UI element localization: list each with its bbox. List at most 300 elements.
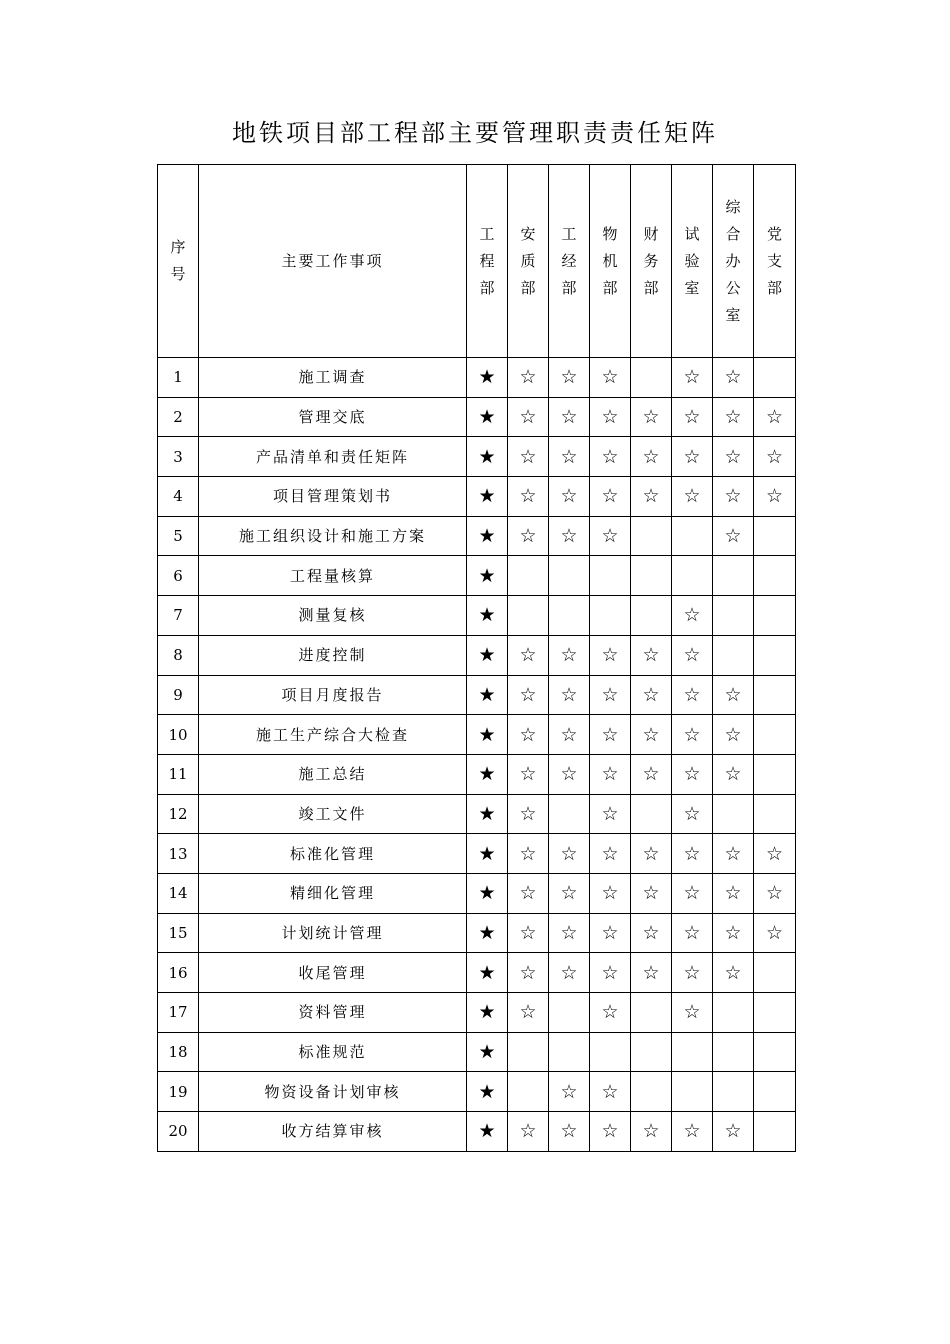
responsibility-cell (549, 715, 590, 755)
responsibility-cell (549, 675, 590, 715)
assist-star-icon: ☆ (724, 723, 742, 746)
work-item-cell (199, 358, 467, 398)
responsibility-cell (754, 1032, 796, 1072)
responsibility-cell (754, 715, 796, 755)
table-row (158, 913, 796, 953)
lead-star-icon: ★ (478, 683, 496, 706)
responsibility-cell (467, 1072, 508, 1112)
assist-star-icon: ☆ (683, 406, 701, 429)
responsibility-cell (713, 913, 754, 953)
assist-star-icon: ☆ (724, 763, 742, 786)
assist-star-icon: ☆ (560, 882, 578, 905)
assist-star-icon: ☆ (519, 683, 537, 706)
assist-star-icon: ☆ (683, 921, 701, 944)
row-number: 15 (168, 923, 188, 942)
assist-star-icon: ☆ (724, 485, 742, 508)
responsibility-cell (467, 834, 508, 874)
assist-star-icon: ☆ (519, 644, 537, 667)
assist-star-icon: ☆ (765, 406, 784, 429)
assist-star-icon: ☆ (560, 485, 578, 508)
assist-star-icon: ☆ (560, 1080, 578, 1103)
assist-star-icon: ☆ (724, 961, 742, 984)
header-seq-label: 序号 (170, 238, 186, 283)
work-item-cell (199, 754, 467, 794)
assist-star-icon: ☆ (724, 842, 742, 865)
row-number-cell (158, 358, 199, 398)
responsibility-cell (590, 635, 631, 675)
responsibility-cell (754, 1072, 796, 1112)
responsibility-cell (508, 873, 549, 913)
assist-star-icon: ☆ (683, 842, 701, 865)
header-seq (158, 165, 199, 358)
row-number-cell (158, 993, 199, 1033)
responsibility-cell (508, 993, 549, 1033)
responsibility-cell (672, 477, 713, 517)
responsibility-cell (508, 397, 549, 437)
work-item-label: 工程量核算 (289, 566, 375, 585)
assist-star-icon: ☆ (519, 406, 537, 429)
table-row (158, 397, 796, 437)
responsibility-cell (713, 993, 754, 1033)
responsibility-cell (590, 834, 631, 874)
responsibility-cell (508, 358, 549, 398)
assist-star-icon: ☆ (601, 445, 619, 468)
row-number-cell (158, 794, 199, 834)
assist-star-icon: ☆ (724, 683, 742, 706)
assist-star-icon: ☆ (765, 842, 784, 865)
header-row (158, 165, 796, 358)
assist-star-icon: ☆ (765, 485, 784, 508)
responsibility-cell (590, 596, 631, 636)
responsibility-cell (631, 635, 672, 675)
table-row (158, 834, 796, 874)
responsibility-cell (672, 675, 713, 715)
responsibility-cell (713, 953, 754, 993)
responsibility-cell (631, 1072, 672, 1112)
assist-star-icon: ☆ (765, 882, 784, 905)
assist-star-icon: ☆ (683, 445, 701, 468)
work-item-label: 进度控制 (298, 646, 367, 665)
lead-star-icon: ★ (478, 1120, 496, 1143)
header-dept (672, 165, 713, 358)
assist-star-icon: ☆ (683, 763, 701, 786)
table-row (158, 1112, 796, 1152)
document-title: 地铁项目部工程部主要管理职责责任矩阵 (232, 119, 718, 147)
responsibility-cell (549, 834, 590, 874)
responsibility-cell (754, 397, 796, 437)
assist-star-icon: ☆ (601, 366, 619, 389)
table-row (158, 754, 796, 794)
header-item-label: 主要工作事项 (281, 252, 384, 270)
assist-star-icon: ☆ (724, 406, 742, 429)
assist-star-icon: ☆ (642, 1120, 660, 1143)
assist-star-icon: ☆ (601, 525, 619, 548)
assist-star-icon: ☆ (765, 921, 784, 944)
responsibility-cell (631, 953, 672, 993)
table-row (158, 596, 796, 636)
work-item-label: 精细化管理 (289, 884, 375, 903)
assist-star-icon: ☆ (683, 882, 701, 905)
row-number-cell (158, 675, 199, 715)
row-number: 6 (173, 566, 183, 585)
assist-star-icon: ☆ (642, 961, 660, 984)
responsibility-cell (549, 596, 590, 636)
responsibility-cell (590, 358, 631, 398)
row-number: 1 (173, 368, 183, 387)
row-number-cell (158, 596, 199, 636)
assist-star-icon: ☆ (683, 644, 701, 667)
responsibility-cell (754, 1112, 796, 1152)
lead-star-icon: ★ (478, 961, 496, 984)
row-number-cell (158, 477, 199, 517)
row-number: 14 (168, 884, 188, 903)
responsibility-cell (631, 596, 672, 636)
row-number: 5 (173, 527, 183, 546)
responsibility-cell (672, 635, 713, 675)
responsibility-cell (754, 953, 796, 993)
row-number: 16 (168, 963, 188, 982)
responsibility-cell (549, 437, 590, 477)
responsibility-cell (631, 754, 672, 794)
responsibility-cell (713, 635, 754, 675)
responsibility-cell (467, 437, 508, 477)
table-row (158, 1032, 796, 1072)
responsibility-cell (549, 953, 590, 993)
work-item-label: 物资设备计划审核 (264, 1082, 401, 1101)
row-number-cell (158, 754, 199, 794)
responsibility-cell (631, 437, 672, 477)
responsibility-cell (549, 794, 590, 834)
responsibility-cell (590, 715, 631, 755)
table-row (158, 675, 796, 715)
lead-star-icon: ★ (478, 1001, 496, 1024)
responsibility-cell (713, 1112, 754, 1152)
table-row (158, 993, 796, 1033)
row-number-cell (158, 1072, 199, 1112)
assist-star-icon: ☆ (642, 763, 660, 786)
responsibility-cell (754, 556, 796, 596)
responsibility-cell (549, 754, 590, 794)
responsibility-cell (549, 397, 590, 437)
responsibility-cell (549, 913, 590, 953)
responsibility-cell (631, 834, 672, 874)
lead-star-icon: ★ (478, 921, 496, 944)
assist-star-icon: ☆ (560, 723, 578, 746)
assist-star-icon: ☆ (601, 485, 619, 508)
lead-star-icon: ★ (478, 763, 496, 786)
lead-star-icon: ★ (478, 445, 496, 468)
lead-star-icon: ★ (478, 1041, 496, 1064)
work-item-cell (199, 516, 467, 556)
header-dept-label: 工程部 (479, 224, 495, 297)
row-number-cell (158, 834, 199, 874)
work-item-cell (199, 913, 467, 953)
row-number-cell (158, 635, 199, 675)
responsibility-cell (713, 1032, 754, 1072)
row-number-cell (158, 913, 199, 953)
responsibility-cell (754, 675, 796, 715)
work-item-cell (199, 873, 467, 913)
assist-star-icon: ☆ (519, 802, 537, 825)
responsibility-cell (631, 1112, 672, 1152)
responsibility-cell (467, 477, 508, 517)
work-item-cell (199, 993, 467, 1033)
lead-star-icon: ★ (478, 525, 496, 548)
responsibility-cell (508, 477, 549, 517)
responsibility-cell (590, 1032, 631, 1072)
responsibility-cell (549, 556, 590, 596)
header-dept-label: 物机部 (602, 224, 618, 297)
row-number: 20 (168, 1122, 188, 1141)
responsibility-cell (508, 913, 549, 953)
responsibility-cell (508, 754, 549, 794)
work-item-label: 测量复核 (298, 606, 367, 625)
responsibility-cell (754, 794, 796, 834)
responsibility-cell (467, 913, 508, 953)
assist-star-icon: ☆ (560, 1120, 578, 1143)
responsibility-cell (713, 516, 754, 556)
row-number: 4 (173, 487, 183, 506)
assist-star-icon: ☆ (519, 882, 537, 905)
work-item-cell (199, 437, 467, 477)
responsibility-cell (467, 953, 508, 993)
row-number-cell (158, 556, 199, 596)
responsibility-cell (631, 516, 672, 556)
responsibility-matrix-table (157, 164, 796, 1152)
assist-star-icon: ☆ (642, 644, 660, 667)
responsibility-cell (590, 437, 631, 477)
assist-star-icon: ☆ (601, 406, 619, 429)
responsibility-cell (713, 754, 754, 794)
responsibility-cell (508, 953, 549, 993)
responsibility-cell (672, 754, 713, 794)
responsibility-cell (467, 556, 508, 596)
table-row (158, 794, 796, 834)
assist-star-icon: ☆ (601, 882, 619, 905)
responsibility-cell (754, 596, 796, 636)
header-dept-label: 财务部 (643, 224, 659, 297)
header-dept-label: 党支部 (766, 224, 782, 297)
assist-star-icon: ☆ (601, 802, 619, 825)
assist-star-icon: ☆ (683, 723, 701, 746)
work-item-label: 项目管理策划书 (272, 487, 392, 506)
responsibility-cell (754, 635, 796, 675)
work-item-cell (199, 596, 467, 636)
row-number: 9 (173, 685, 183, 704)
assist-star-icon: ☆ (560, 842, 578, 865)
assist-star-icon: ☆ (683, 366, 701, 389)
row-number-cell (158, 873, 199, 913)
header-dept-label: 工经部 (561, 224, 577, 297)
assist-star-icon: ☆ (724, 445, 742, 468)
header-item (199, 165, 467, 358)
work-item-label: 标准化管理 (289, 844, 375, 863)
responsibility-cell (590, 953, 631, 993)
assist-star-icon: ☆ (724, 1120, 742, 1143)
lead-star-icon: ★ (478, 564, 496, 587)
responsibility-cell (590, 794, 631, 834)
table-row (158, 477, 796, 517)
responsibility-cell (631, 873, 672, 913)
responsibility-cell (508, 1032, 549, 1072)
assist-star-icon: ☆ (519, 525, 537, 548)
responsibility-cell (467, 516, 508, 556)
assist-star-icon: ☆ (724, 882, 742, 905)
work-item-cell (199, 1072, 467, 1112)
work-item-cell (199, 1112, 467, 1152)
lead-star-icon: ★ (478, 882, 496, 905)
work-item-label: 施工调查 (298, 368, 367, 387)
header-dept-label: 试验室 (684, 224, 700, 297)
responsibility-cell (672, 993, 713, 1033)
work-item-label: 计划统计管理 (281, 923, 384, 942)
responsibility-cell (508, 556, 549, 596)
responsibility-cell (590, 556, 631, 596)
work-item-cell (199, 834, 467, 874)
responsibility-cell (631, 675, 672, 715)
work-item-label: 施工总结 (298, 765, 367, 784)
work-item-label: 产品清单和责任矩阵 (255, 447, 409, 466)
lead-star-icon: ★ (478, 485, 496, 508)
responsibility-cell (754, 437, 796, 477)
responsibility-cell (672, 1032, 713, 1072)
responsibility-cell (467, 675, 508, 715)
responsibility-cell (508, 834, 549, 874)
row-number-cell (158, 1112, 199, 1152)
responsibility-cell (549, 477, 590, 517)
responsibility-cell (467, 993, 508, 1033)
assist-star-icon: ☆ (519, 1001, 537, 1024)
assist-star-icon: ☆ (560, 763, 578, 786)
assist-star-icon: ☆ (724, 366, 742, 389)
responsibility-cell (508, 516, 549, 556)
responsibility-cell (549, 1032, 590, 1072)
assist-star-icon: ☆ (560, 366, 578, 389)
row-number-cell (158, 1032, 199, 1072)
responsibility-cell (590, 675, 631, 715)
assist-star-icon: ☆ (683, 802, 701, 825)
assist-star-icon: ☆ (601, 763, 619, 786)
header-dept (549, 165, 590, 358)
assist-star-icon: ☆ (765, 445, 784, 468)
assist-star-icon: ☆ (519, 723, 537, 746)
responsibility-cell (754, 913, 796, 953)
responsibility-cell (467, 635, 508, 675)
work-item-cell (199, 953, 467, 993)
row-number: 10 (168, 725, 188, 744)
responsibility-cell (754, 516, 796, 556)
header-dept (508, 165, 549, 358)
row-number: 8 (173, 646, 183, 665)
responsibility-cell (549, 1112, 590, 1152)
responsibility-cell (631, 397, 672, 437)
header-dept (590, 165, 631, 358)
responsibility-cell (672, 397, 713, 437)
table-row (158, 358, 796, 398)
responsibility-cell (713, 675, 754, 715)
table-row (158, 516, 796, 556)
responsibility-cell (713, 437, 754, 477)
assist-star-icon: ☆ (601, 961, 619, 984)
responsibility-cell (508, 715, 549, 755)
responsibility-cell (590, 993, 631, 1033)
table-row (158, 873, 796, 913)
row-number: 18 (168, 1043, 188, 1062)
assist-star-icon: ☆ (642, 723, 660, 746)
assist-star-icon: ☆ (601, 1001, 619, 1024)
header-dept (467, 165, 508, 358)
assist-star-icon: ☆ (560, 406, 578, 429)
assist-star-icon: ☆ (724, 525, 742, 548)
row-number: 3 (173, 447, 183, 466)
responsibility-cell (467, 1032, 508, 1072)
row-number-cell (158, 397, 199, 437)
responsibility-cell (631, 794, 672, 834)
responsibility-cell (713, 715, 754, 755)
responsibility-cell (590, 913, 631, 953)
work-item-label: 管理交底 (298, 408, 367, 427)
responsibility-cell (672, 834, 713, 874)
responsibility-cell (631, 913, 672, 953)
responsibility-cell (508, 794, 549, 834)
row-number-cell (158, 437, 199, 477)
work-item-cell (199, 715, 467, 755)
responsibility-cell (631, 993, 672, 1033)
responsibility-cell (672, 596, 713, 636)
responsibility-cell (508, 437, 549, 477)
responsibility-cell (713, 556, 754, 596)
header-dept (713, 165, 754, 358)
assist-star-icon: ☆ (683, 1120, 701, 1143)
responsibility-cell (672, 1112, 713, 1152)
table-row (158, 953, 796, 993)
work-item-label: 施工组织设计和施工方案 (238, 527, 426, 546)
responsibility-cell (590, 1072, 631, 1112)
responsibility-cell (713, 834, 754, 874)
work-item-cell (199, 635, 467, 675)
assist-star-icon: ☆ (519, 485, 537, 508)
responsibility-cell (672, 358, 713, 398)
work-item-cell (199, 1032, 467, 1072)
lead-star-icon: ★ (478, 802, 496, 825)
work-item-label: 收尾管理 (298, 963, 367, 982)
row-number: 13 (168, 844, 188, 863)
row-number: 12 (168, 804, 188, 823)
row-number: 7 (173, 606, 183, 625)
assist-star-icon: ☆ (601, 921, 619, 944)
responsibility-cell (549, 993, 590, 1033)
assist-star-icon: ☆ (642, 882, 660, 905)
assist-star-icon: ☆ (601, 842, 619, 865)
responsibility-cell (590, 873, 631, 913)
responsibility-cell (713, 596, 754, 636)
responsibility-cell (754, 993, 796, 1033)
row-number-cell (158, 715, 199, 755)
assist-star-icon: ☆ (519, 842, 537, 865)
responsibility-cell (672, 913, 713, 953)
responsibility-cell (713, 1072, 754, 1112)
header-dept-label: 综合办公室 (725, 197, 741, 324)
assist-star-icon: ☆ (601, 1080, 619, 1103)
assist-star-icon: ☆ (683, 961, 701, 984)
responsibility-cell (672, 516, 713, 556)
responsibility-cell (508, 1072, 549, 1112)
responsibility-cell (508, 635, 549, 675)
responsibility-cell (672, 437, 713, 477)
assist-star-icon: ☆ (519, 921, 537, 944)
assist-star-icon: ☆ (560, 683, 578, 706)
responsibility-cell (631, 1032, 672, 1072)
